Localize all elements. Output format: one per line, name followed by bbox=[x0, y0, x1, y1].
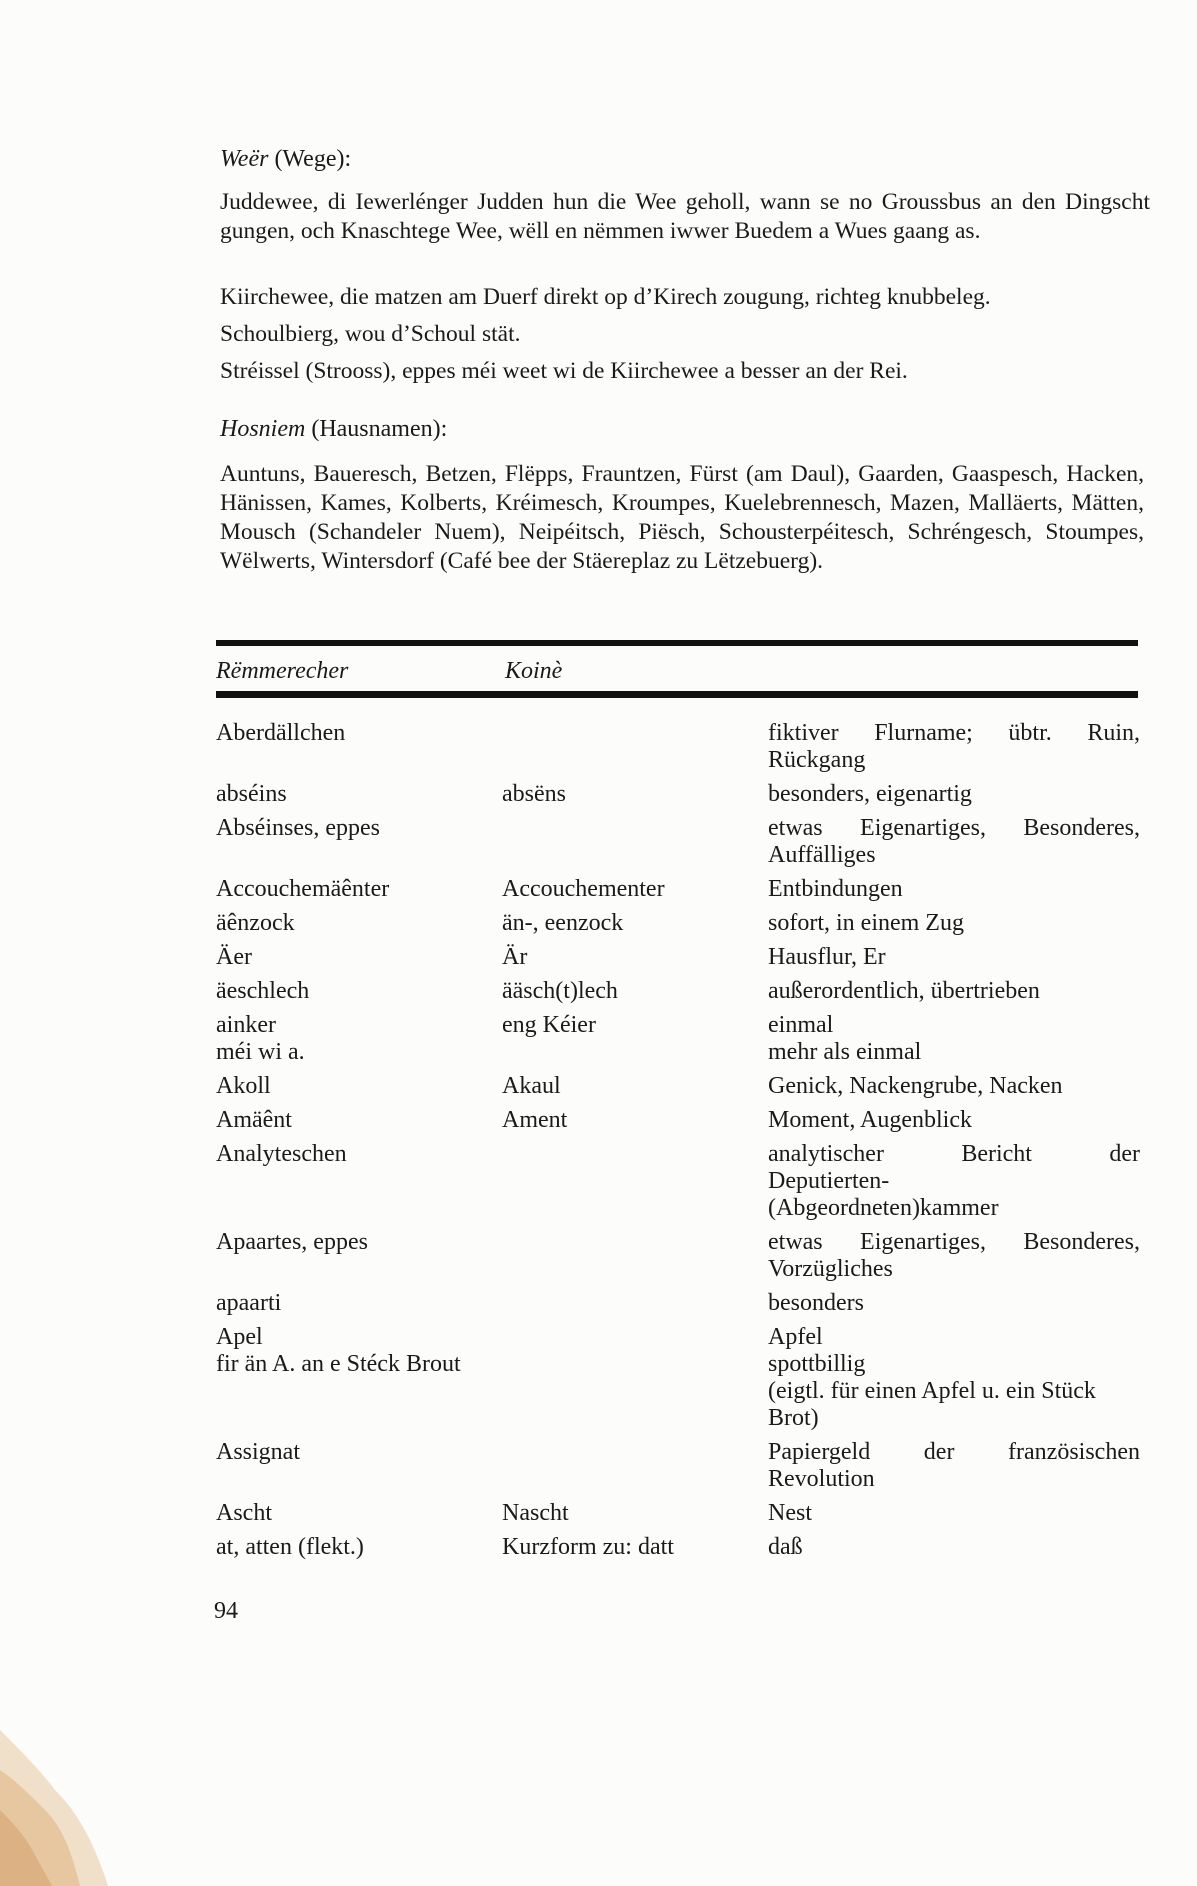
heading-gloss: (Wege): bbox=[274, 146, 352, 172]
table-row-meaning bbox=[768, 720, 1140, 774]
column-header-koine: Koinè bbox=[505, 658, 563, 684]
meaning-line: Rückgang bbox=[768, 747, 866, 773]
table-row-meaning: außerordentlich, übertrieben bbox=[768, 978, 1040, 1004]
table-row-headword: Ascht bbox=[216, 1500, 272, 1526]
table-row-headword: äênzock bbox=[216, 910, 295, 936]
table-row-headword: Analyteschen bbox=[216, 1141, 347, 1167]
table-row-koine: än-, eenzock bbox=[502, 910, 624, 936]
meaning-line: Papiergeld der französischen bbox=[768, 1439, 1140, 1465]
table-row-headword: Amäênt bbox=[216, 1107, 292, 1133]
section-heading-weer bbox=[220, 146, 351, 173]
table-row-meaning: Genick, Nackengrube, Nacken bbox=[768, 1073, 1063, 1099]
meaning-line: etwas Eigenartiges, Besonderes, bbox=[768, 1229, 1140, 1255]
table-row-koine: Akaul bbox=[502, 1073, 561, 1099]
paper-stain bbox=[0, 1710, 130, 1886]
meaning-line: Apfel bbox=[768, 1324, 823, 1350]
meaning-line: fiktiver Flurname; übtr. Ruin, bbox=[768, 720, 1140, 746]
headword-line: ainker bbox=[216, 1012, 276, 1038]
table-row-headword: Accouchemäênter bbox=[216, 876, 390, 902]
column-header-remmerecher: Rëmmerecher bbox=[216, 658, 349, 684]
headword-subline: fir än A. an e Stéck Brout bbox=[216, 1351, 461, 1377]
table-row-meaning: besonders, eigenartig bbox=[768, 781, 972, 807]
meaning-line: Auffälliges bbox=[768, 842, 876, 868]
page-number: 94 bbox=[214, 1598, 238, 1624]
table-row-meaning: Entbindungen bbox=[768, 876, 903, 902]
table-row-headword: äeschlech bbox=[216, 978, 310, 1004]
heading-title: Weër bbox=[220, 146, 269, 172]
meaning-line: mehr als einmal bbox=[768, 1039, 922, 1065]
table-row-koine: eng Kéier bbox=[502, 1012, 596, 1038]
table-row-meaning bbox=[768, 815, 1140, 869]
table-row-meaning: Hausflur, Er bbox=[768, 944, 886, 970]
heading-gloss: (Hausnamen): bbox=[311, 416, 448, 442]
table-row-meaning bbox=[768, 1324, 1140, 1432]
table-row-meaning: sofort, in einem Zug bbox=[768, 910, 964, 936]
table-row-meaning: besonders bbox=[768, 1290, 864, 1316]
headword-subline: méi wi a. bbox=[216, 1039, 305, 1065]
table-row-koine: Ament bbox=[502, 1107, 568, 1133]
meaning-line: spottbillig bbox=[768, 1351, 866, 1377]
paragraph-juddewee: Juddewee, di Iewerlénger Judden hun die Wee geholl, wann se no Groussbus an den Dingscht gungen, och Knaschtege Wee, wëll en nëmmen iwwer Buedem a Wues gaang as. bbox=[220, 189, 1150, 244]
table-row-meaning bbox=[768, 1012, 1140, 1066]
table-row-headword: Abséinses, eppes bbox=[216, 815, 380, 841]
table-row-headword: Apaartes, eppes bbox=[216, 1229, 368, 1255]
table-row-headword: Assignat bbox=[216, 1439, 300, 1465]
meaning-line: Deputierten- bbox=[768, 1168, 890, 1194]
table-row-meaning: daß bbox=[768, 1534, 803, 1560]
table-row-koine: Nascht bbox=[502, 1500, 569, 1526]
meaning-line: einmal bbox=[768, 1012, 834, 1038]
table-row-headword: Äer bbox=[216, 944, 252, 970]
heading-title: Hosniem bbox=[220, 416, 306, 442]
paragraph-schoulbierg: Schoulbierg, wou d’Schoul stät. bbox=[220, 321, 521, 347]
table-row-meaning bbox=[768, 1141, 1140, 1222]
meaning-line: etwas Eigenartiges, Besonderes, bbox=[768, 815, 1140, 841]
table-row-meaning: Nest bbox=[768, 1500, 812, 1526]
table-row-meaning bbox=[768, 1439, 1140, 1493]
table-row-headword: Akoll bbox=[216, 1073, 271, 1099]
meaning-line: (Abgeordneten)kammer bbox=[768, 1195, 999, 1221]
table-row-meaning: Moment, Augenblick bbox=[768, 1107, 972, 1133]
table-top-rule bbox=[216, 640, 1138, 646]
table-row-headword bbox=[216, 1012, 496, 1066]
table-row-koine: ääsch(t)lech bbox=[502, 978, 618, 1004]
headword-line: Apel bbox=[216, 1324, 263, 1350]
paragraph-kiirchewee: Kiirchewee, die matzen am Duerf direkt op d’Kirech zougung, richteg knubbeleg. bbox=[220, 284, 991, 310]
table-row-headword: apaarti bbox=[216, 1290, 282, 1316]
meaning-line: (eigtl. für einen Apfel u. ein Stück bbox=[768, 1378, 1096, 1404]
table-row-headword bbox=[216, 1324, 496, 1378]
meaning-line: Vorzügliches bbox=[768, 1256, 893, 1282]
table-row-koine: Accouchementer bbox=[502, 876, 665, 902]
paragraph-hausnamen: Auntuns, Baueresch, Betzen, Flëpps, Frauntzen, Fürst (am Daul), Gaarden, Gaaspesch, Hacken, Hänissen, Kames, Kolberts, Kréimesch, Kroumpes, Kuelebrennesch, Mazen, Malläerts, Mätten, Mousch (Schandeler Nuem), Neipéitsch, Piësch, Schousterpéitesch, Schréngesch, Stoumpes, Wëlwerts, Wintersdorf (Café bee der Stäereplaz zu Lëtzebuerg). bbox=[220, 461, 1144, 574]
table-header-rule bbox=[216, 691, 1138, 698]
meaning-line: Brot) bbox=[768, 1405, 819, 1431]
meaning-line: Revolution bbox=[768, 1466, 875, 1492]
paragraph-streissel: Stréissel (Strooss), eppes méi weet wi de Kiirchewee a besser an der Rei. bbox=[220, 358, 908, 384]
table-row-meaning bbox=[768, 1229, 1140, 1283]
table-row-koine: absëns bbox=[502, 781, 566, 807]
table-row-headword: abséins bbox=[216, 781, 287, 807]
section-heading-hosniem bbox=[220, 416, 447, 443]
table-row-koine: Kurzform zu: datt bbox=[502, 1534, 674, 1560]
table-row-koine: Är bbox=[502, 944, 528, 970]
table-row-headword: Aberdällchen bbox=[216, 720, 346, 746]
meaning-line: analytischer Bericht der bbox=[768, 1141, 1140, 1167]
table-row-headword: at, atten (flekt.) bbox=[216, 1534, 364, 1560]
